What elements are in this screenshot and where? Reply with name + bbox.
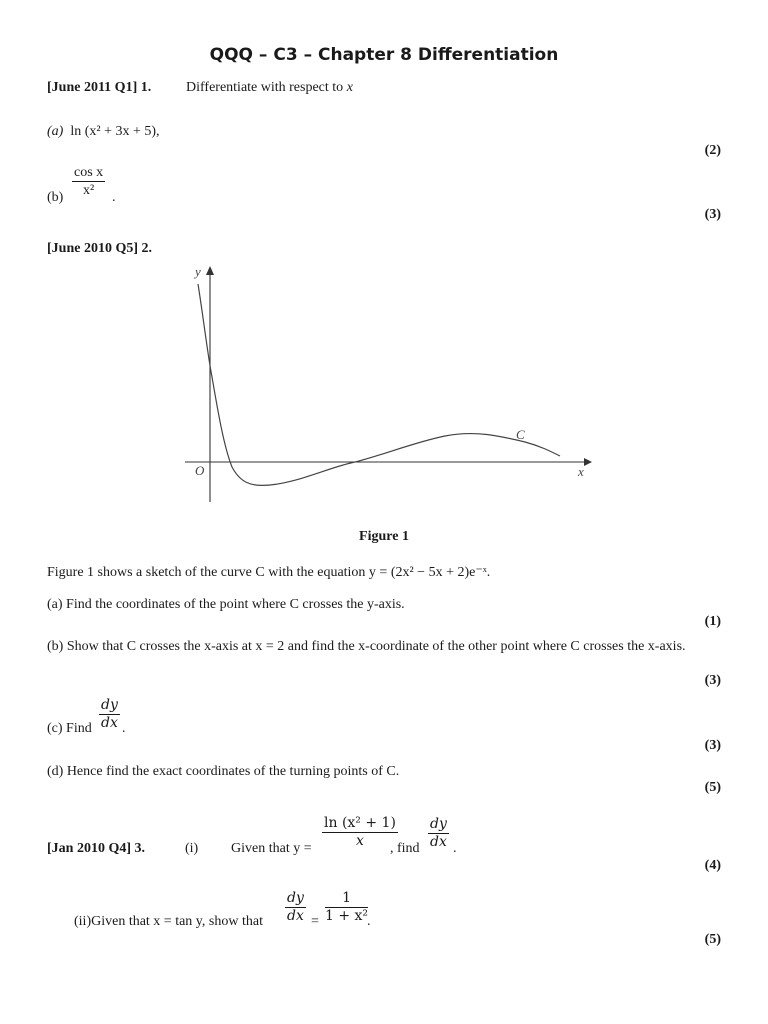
- q3-part-i-numerator: ln (x² + 1): [324, 815, 396, 831]
- q3-part-ii-derivative: [285, 890, 306, 925]
- q3-part-i-derivative: [428, 816, 449, 851]
- q2-part-c-text: (c) Find: [47, 721, 92, 736]
- q1-part-b-end: .: [112, 190, 116, 205]
- q3-source: [Jan 2010 Q4] 3.: [47, 841, 145, 856]
- q2-part-c-denominator: dx: [101, 715, 118, 731]
- q2-part-c-end: .: [122, 721, 126, 736]
- q2-part-d-marks: (5): [704, 780, 721, 795]
- q1-prompt-text: Differentiate with respect to: [186, 80, 347, 95]
- q2-part-b-marks: (3): [704, 673, 721, 688]
- q3-part-ii-fraction: [325, 890, 368, 925]
- q2-part-c-fraction: [99, 697, 120, 732]
- q2-intro: Figure 1 shows a sketch of the curve C with the equation y = (2x² − 5x + 2)e⁻ˣ.: [47, 565, 491, 580]
- q1-source: [June 2011 Q1] 1.: [47, 80, 152, 95]
- q3-part-ii-marks: (5): [704, 932, 721, 947]
- q2-source: [June 2010 Q5] 2.: [47, 241, 152, 256]
- curve-label: C: [516, 427, 525, 442]
- q3-part-ii-equals: =: [311, 914, 319, 929]
- q3-part-ii-numerator: 1: [325, 890, 368, 908]
- q3-part-i-find: , find: [390, 841, 420, 856]
- q1-part-b-numerator: cos x: [74, 165, 104, 180]
- q1-part-a-expr: ln (x² + 3x + 5),: [70, 124, 160, 139]
- q1-part-a: [47, 124, 160, 140]
- q3-part-i-text: Given that y =: [231, 841, 312, 856]
- q2-part-a: (a) Find the coordinates of the point where C crosses the y-axis.: [47, 597, 405, 612]
- q2-part-b: (b) Show that C crosses the x-axis at x = 2 and find the x-coordinate of the other point where C crosses the x-axis.: [47, 639, 686, 654]
- y-axis-arrow: [206, 266, 214, 275]
- page-title: QQQ – C3 – Chapter 8 Differentiation: [209, 45, 559, 65]
- q1-part-a-label: (a): [47, 124, 64, 139]
- q3-part-i-dy: dy: [430, 816, 447, 832]
- q3-part-ii-dy: dy: [287, 890, 304, 906]
- q3-part-i-fraction: [322, 815, 398, 850]
- q3-part-i-marks: (4): [704, 858, 721, 873]
- q1-part-b-denominator: x²: [82, 183, 95, 198]
- figure-caption: Figure 1: [359, 529, 409, 544]
- q1-part-a-marks: (2): [704, 143, 721, 158]
- x-axis-arrow: [584, 458, 592, 466]
- q3-part-i-end: .: [453, 841, 457, 856]
- q1-prompt-var: x: [346, 80, 353, 95]
- q1-prompt: [186, 80, 353, 96]
- y-axis-label: y: [195, 264, 201, 279]
- q3-part-ii-denominator: 1 + x²: [325, 908, 369, 924]
- q2-part-d: (d) Hence find the exact coordinates of the turning points of C.: [47, 764, 400, 779]
- q1-part-b-marks: (3): [704, 207, 721, 222]
- origin-label: O: [195, 463, 205, 478]
- q3-part-ii-dx: dx: [287, 908, 304, 924]
- q3-part-i-dx: dx: [430, 834, 447, 850]
- x-axis-label: x: [578, 464, 584, 479]
- q3-part-ii-end: .: [367, 914, 371, 929]
- q2-part-a-marks: (1): [704, 614, 721, 629]
- figure-1: [180, 262, 600, 507]
- q2-part-c-marks: (3): [704, 738, 721, 753]
- q2-part-c-numerator: dy: [101, 697, 118, 713]
- q1-part-b-fraction: [72, 164, 105, 199]
- q3-part-ii-text: (ii)Given that x = tan y, show that: [74, 914, 263, 929]
- q3-part-i-label: (i): [185, 841, 199, 856]
- q1-part-b-label: (b): [47, 190, 64, 205]
- q3-part-i-denominator: x: [356, 833, 364, 849]
- curve-c: [198, 284, 560, 485]
